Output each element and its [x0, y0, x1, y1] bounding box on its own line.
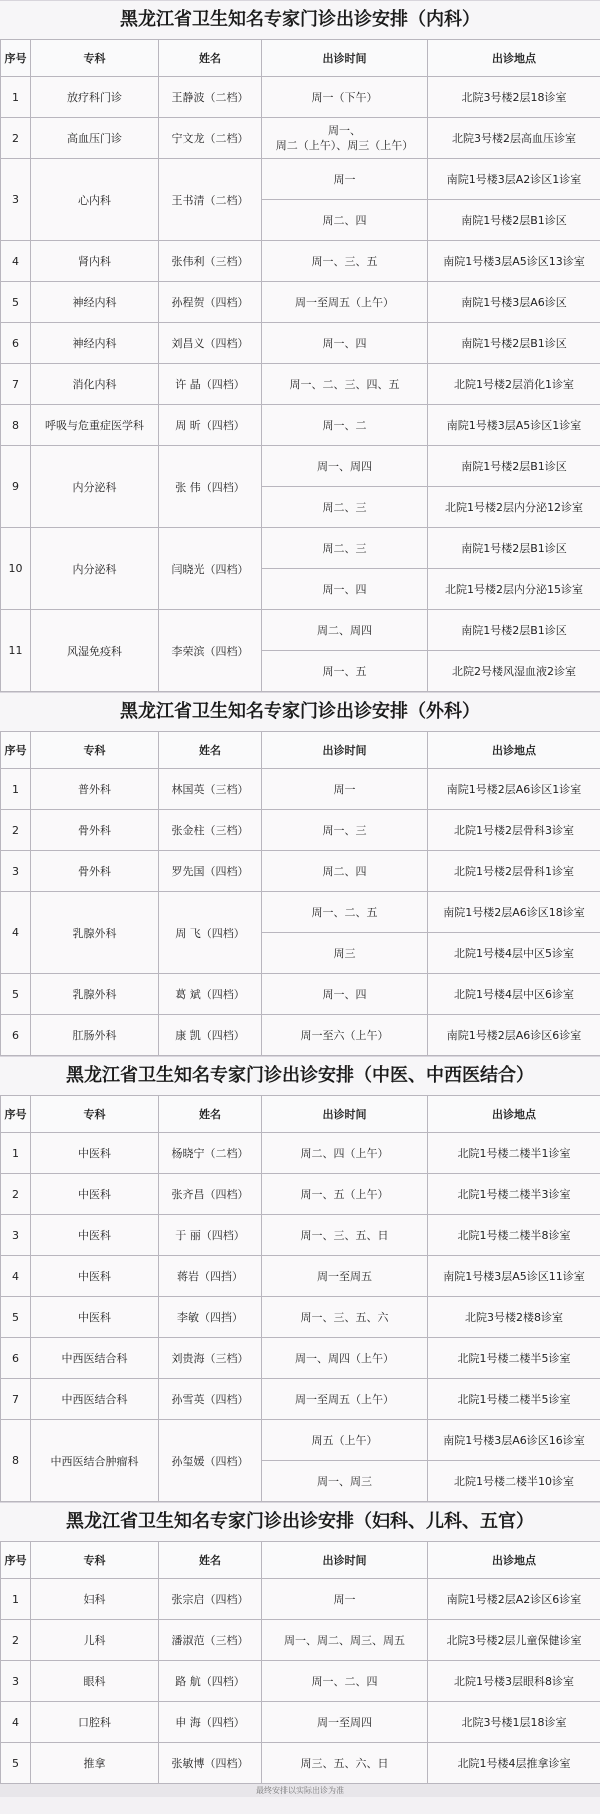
clinic-location-cell: 南院1号楼2层B1诊区	[428, 200, 600, 241]
doctor-name-cell: 周 昕（四档）	[159, 405, 262, 446]
clinic-time-cell: 周一至六（上午）	[262, 1015, 428, 1056]
column-header: 专科	[31, 1542, 159, 1579]
clinic-location-cell: 北院1号楼二楼半5诊室	[428, 1338, 600, 1379]
row-number: 5	[1, 974, 31, 1015]
clinic-time-cell: 周一、 周二（上午）、周三（上午）	[262, 118, 428, 159]
doctor-name-cell: 于 丽（四档）	[159, 1215, 262, 1256]
doctor-name-cell: 孙雪英（四档）	[159, 1379, 262, 1420]
doctor-name-cell: 闫晓光（四档）	[159, 528, 262, 610]
clinic-location-cell: 南院1号楼3层A6诊区	[428, 282, 600, 323]
header-row	[1, 732, 600, 769]
clinic-time-cell: 周一、二、三、四、五	[262, 364, 428, 405]
row-number: 4	[1, 1702, 31, 1743]
column-header: 出诊时间	[262, 1096, 428, 1133]
column-header: 专科	[31, 1096, 159, 1133]
department-cell: 心内科	[31, 159, 159, 241]
table-row	[1, 610, 600, 651]
schedule-table	[0, 1095, 600, 1502]
clinic-time-cell: 周一、四	[262, 569, 428, 610]
section-title: 黑龙江省卫生知名专家门诊出诊安排（外科）	[0, 692, 600, 731]
table-row	[1, 1215, 600, 1256]
clinic-time-cell: 周一、周三	[262, 1461, 428, 1502]
department-cell: 放疗科门诊	[31, 77, 159, 118]
clinic-location-cell: 北院3号楼2楼8诊室	[428, 1297, 600, 1338]
row-number: 6	[1, 1338, 31, 1379]
table-row	[1, 241, 600, 282]
clinic-location-cell: 北院3号楼2层高血压诊室	[428, 118, 600, 159]
doctor-name-cell: 蒋岩（四挡）	[159, 1256, 262, 1297]
row-number: 1	[1, 77, 31, 118]
clinic-time-cell: 周二、四	[262, 851, 428, 892]
clinic-time-cell: 周一、二	[262, 405, 428, 446]
row-number: 2	[1, 1620, 31, 1661]
clinic-time-cell: 周一	[262, 769, 428, 810]
clinic-location-cell: 北院1号楼2层消化1诊室	[428, 364, 600, 405]
table-row	[1, 1743, 600, 1784]
department-cell: 中西医结合肿瘤科	[31, 1420, 159, 1502]
clinic-time-cell: 周二、四（上午）	[262, 1133, 428, 1174]
table-row	[1, 323, 600, 364]
column-header: 出诊时间	[262, 1542, 428, 1579]
clinic-time-cell: 周一、二、四	[262, 1661, 428, 1702]
header-row	[1, 1096, 600, 1133]
row-number: 2	[1, 810, 31, 851]
clinic-time-cell: 周二、四	[262, 200, 428, 241]
clinic-location-cell: 南院1号楼3层A5诊区11诊室	[428, 1256, 600, 1297]
row-number: 7	[1, 364, 31, 405]
department-cell: 中医科	[31, 1215, 159, 1256]
department-cell: 中西医结合科	[31, 1379, 159, 1420]
clinic-location-cell: 北院1号楼2层骨科3诊室	[428, 810, 600, 851]
clinic-location-cell: 北院1号楼二楼半5诊室	[428, 1379, 600, 1420]
clinic-time-cell: 周一至周四	[262, 1702, 428, 1743]
department-cell: 内分泌科	[31, 446, 159, 528]
table-row	[1, 1420, 600, 1461]
clinic-location-cell: 南院1号楼2层B1诊区	[428, 610, 600, 651]
department-cell: 高血压门诊	[31, 118, 159, 159]
doctor-name-cell: 申 海（四档）	[159, 1702, 262, 1743]
row-number: 10	[1, 528, 31, 610]
header-row	[1, 1542, 600, 1579]
table-row	[1, 446, 600, 487]
clinic-location-cell: 南院1号楼2层A6诊区6诊室	[428, 1015, 600, 1056]
doctor-name-cell: 孙玺媛（四档）	[159, 1420, 262, 1502]
doctor-name-cell: 周 飞（四档）	[159, 892, 262, 974]
table-row	[1, 1661, 600, 1702]
table-row	[1, 405, 600, 446]
clinic-location-cell: 南院1号楼3层A2诊区1诊室	[428, 159, 600, 200]
clinic-time-cell: 周一、周四	[262, 446, 428, 487]
header-row	[1, 40, 600, 77]
column-header: 出诊时间	[262, 40, 428, 77]
clinic-time-cell: 周一、三、五	[262, 241, 428, 282]
department-cell: 妇科	[31, 1579, 159, 1620]
department-cell: 推拿	[31, 1743, 159, 1784]
row-number: 7	[1, 1379, 31, 1420]
clinic-location-cell: 南院1号楼2层A6诊区1诊室	[428, 769, 600, 810]
schedule-section	[0, 692, 600, 1056]
table-row	[1, 851, 600, 892]
row-number: 5	[1, 282, 31, 323]
clinic-time-cell: 周二、周四	[262, 610, 428, 651]
department-cell: 中医科	[31, 1133, 159, 1174]
department-cell: 中医科	[31, 1256, 159, 1297]
clinic-location-cell: 北院1号楼二楼半3诊室	[428, 1174, 600, 1215]
section-title: 黑龙江省卫生知名专家门诊出诊安排（内科）	[0, 0, 600, 39]
department-cell: 中西医结合科	[31, 1338, 159, 1379]
doctor-name-cell: 李敏（四挡）	[159, 1297, 262, 1338]
clinic-time-cell: 周一、三、五、日	[262, 1215, 428, 1256]
clinic-location-cell: 南院1号楼2层A2诊区6诊室	[428, 1579, 600, 1620]
column-header: 出诊地点	[428, 732, 600, 769]
department-cell: 内分泌科	[31, 528, 159, 610]
table-row	[1, 892, 600, 933]
clinic-time-cell: 周一、三、五、六	[262, 1297, 428, 1338]
department-cell: 乳腺外科	[31, 892, 159, 974]
doctor-name-cell: 刘贵海（三档）	[159, 1338, 262, 1379]
clinic-time-cell: 周一、周四（上午）	[262, 1338, 428, 1379]
department-cell: 中医科	[31, 1297, 159, 1338]
doctor-name-cell: 宁文龙（二档）	[159, 118, 262, 159]
clinic-time-cell: 周三、五、六、日	[262, 1743, 428, 1784]
doctor-name-cell: 刘昌义（四档）	[159, 323, 262, 364]
table-row	[1, 1620, 600, 1661]
department-cell: 消化内科	[31, 364, 159, 405]
row-number: 6	[1, 323, 31, 364]
column-header: 姓名	[159, 1096, 262, 1133]
column-header: 出诊时间	[262, 732, 428, 769]
column-header: 姓名	[159, 732, 262, 769]
row-number: 11	[1, 610, 31, 692]
column-header: 出诊地点	[428, 1542, 600, 1579]
schedule-section	[0, 1502, 600, 1784]
clinic-time-cell: 周一至周五（上午）	[262, 282, 428, 323]
section-title: 黑龙江省卫生知名专家门诊出诊安排（妇科、儿科、五官）	[0, 1502, 600, 1541]
row-number: 1	[1, 1133, 31, 1174]
doctor-name-cell: 孙程贺（四档）	[159, 282, 262, 323]
clinic-time-cell: 周一、三	[262, 810, 428, 851]
clinic-time-cell: 周二、三	[262, 487, 428, 528]
column-header: 序号	[1, 1096, 31, 1133]
clinic-location-cell: 南院1号楼3层A6诊区16诊室	[428, 1420, 600, 1461]
clinic-time-cell: 周一	[262, 1579, 428, 1620]
clinic-time-cell: 周一至周五（上午）	[262, 1379, 428, 1420]
row-number: 4	[1, 892, 31, 974]
doctor-name-cell: 罗先国（四档）	[159, 851, 262, 892]
row-number: 6	[1, 1015, 31, 1056]
table-row	[1, 769, 600, 810]
clinic-location-cell: 南院1号楼2层B1诊区	[428, 528, 600, 569]
clinic-time-cell: 周三	[262, 933, 428, 974]
table-row	[1, 159, 600, 200]
table-row	[1, 1338, 600, 1379]
footer-note: 最终安排以实际出诊为准	[0, 1784, 600, 1797]
table-row	[1, 364, 600, 405]
doctor-name-cell: 张 伟（四档）	[159, 446, 262, 528]
clinic-location-cell: 北院3号楼1层18诊室	[428, 1702, 600, 1743]
clinic-time-cell: 周一、四	[262, 974, 428, 1015]
clinic-location-cell: 北院2号楼风湿血液2诊室	[428, 651, 600, 692]
doctor-name-cell: 王书清（二档）	[159, 159, 262, 241]
column-header: 专科	[31, 40, 159, 77]
department-cell: 骨外科	[31, 810, 159, 851]
doctor-name-cell: 李荣滨（四档）	[159, 610, 262, 692]
clinic-location-cell: 北院1号楼二楼半1诊室	[428, 1133, 600, 1174]
doctor-name-cell: 张敏博（四档）	[159, 1743, 262, 1784]
column-header: 序号	[1, 40, 31, 77]
column-header: 专科	[31, 732, 159, 769]
column-header: 出诊地点	[428, 40, 600, 77]
table-row	[1, 1256, 600, 1297]
doctor-name-cell: 许 晶（四档）	[159, 364, 262, 405]
department-cell: 中医科	[31, 1174, 159, 1215]
doctor-name-cell: 康 凯（四档）	[159, 1015, 262, 1056]
section-title: 黑龙江省卫生知名专家门诊出诊安排（中医、中西医结合）	[0, 1056, 600, 1095]
clinic-location-cell: 南院1号楼2层B1诊区	[428, 323, 600, 364]
table-row	[1, 810, 600, 851]
table-row	[1, 1702, 600, 1743]
clinic-location-cell: 南院1号楼2层B1诊区	[428, 446, 600, 487]
table-row	[1, 77, 600, 118]
doctor-name-cell: 张齐昌（四档）	[159, 1174, 262, 1215]
clinic-location-cell: 北院1号楼4层推拿诊室	[428, 1743, 600, 1784]
clinic-time-cell: 周一、四	[262, 323, 428, 364]
department-cell: 呼吸与危重症医学科	[31, 405, 159, 446]
clinic-location-cell: 南院1号楼3层A5诊区13诊室	[428, 241, 600, 282]
doctor-name-cell: 王静波（二档）	[159, 77, 262, 118]
row-number: 5	[1, 1297, 31, 1338]
row-number: 1	[1, 1579, 31, 1620]
schedule-table	[0, 39, 600, 692]
department-cell: 骨外科	[31, 851, 159, 892]
department-cell: 普外科	[31, 769, 159, 810]
clinic-time-cell: 周一、五（上午）	[262, 1174, 428, 1215]
doctor-name-cell: 路 航（四档）	[159, 1661, 262, 1702]
table-row	[1, 1015, 600, 1056]
doctor-name-cell: 葛 斌（四档）	[159, 974, 262, 1015]
table-row	[1, 118, 600, 159]
table-row	[1, 528, 600, 569]
table-row	[1, 1174, 600, 1215]
department-cell: 儿科	[31, 1620, 159, 1661]
clinic-location-cell: 北院1号楼4层中区5诊室	[428, 933, 600, 974]
clinic-location-cell: 北院1号楼2层内分泌15诊室	[428, 569, 600, 610]
clinic-location-cell: 南院1号楼3层A5诊区1诊室	[428, 405, 600, 446]
table-row	[1, 282, 600, 323]
clinic-location-cell: 北院1号楼3层眼科8诊室	[428, 1661, 600, 1702]
clinic-time-cell: 周二、三	[262, 528, 428, 569]
clinic-time-cell: 周一、周二、周三、周五	[262, 1620, 428, 1661]
schedule-section	[0, 0, 600, 692]
table-row	[1, 1579, 600, 1620]
clinic-location-cell: 北院3号楼2层儿童保健诊室	[428, 1620, 600, 1661]
row-number: 3	[1, 159, 31, 241]
clinic-time-cell: 周一	[262, 159, 428, 200]
row-number: 3	[1, 1661, 31, 1702]
department-cell: 肛肠外科	[31, 1015, 159, 1056]
row-number: 9	[1, 446, 31, 528]
column-header: 序号	[1, 1542, 31, 1579]
row-number: 2	[1, 1174, 31, 1215]
clinic-location-cell: 北院1号楼2层骨科1诊室	[428, 851, 600, 892]
doctor-name-cell: 杨晓宁（二档）	[159, 1133, 262, 1174]
clinic-location-cell: 北院1号楼二楼半10诊室	[428, 1461, 600, 1502]
schedule-table	[0, 731, 600, 1056]
row-number: 3	[1, 1215, 31, 1256]
doctor-name-cell: 潘淑范（三档）	[159, 1620, 262, 1661]
row-number: 8	[1, 1420, 31, 1502]
row-number: 4	[1, 1256, 31, 1297]
clinic-time-cell: 周一、二、五	[262, 892, 428, 933]
column-header: 姓名	[159, 40, 262, 77]
department-cell: 风湿免疫科	[31, 610, 159, 692]
clinic-location-cell: 南院1号楼2层A6诊区18诊室	[428, 892, 600, 933]
row-number: 4	[1, 241, 31, 282]
doctor-name-cell: 林国英（三档）	[159, 769, 262, 810]
row-number: 2	[1, 118, 31, 159]
department-cell: 眼科	[31, 1661, 159, 1702]
department-cell: 乳腺外科	[31, 974, 159, 1015]
schedule-section	[0, 1056, 600, 1502]
department-cell: 神经内科	[31, 282, 159, 323]
clinic-location-cell: 北院3号楼2层18诊室	[428, 77, 600, 118]
department-cell: 肾内科	[31, 241, 159, 282]
column-header: 姓名	[159, 1542, 262, 1579]
clinic-location-cell: 北院1号楼4层中区6诊室	[428, 974, 600, 1015]
row-number: 1	[1, 769, 31, 810]
column-header: 出诊地点	[428, 1096, 600, 1133]
clinic-time-cell: 周五（上午）	[262, 1420, 428, 1461]
table-row	[1, 1379, 600, 1420]
row-number: 5	[1, 1743, 31, 1784]
row-number: 3	[1, 851, 31, 892]
table-row	[1, 1297, 600, 1338]
clinic-time-cell: 周一至周五	[262, 1256, 428, 1297]
schedule-table	[0, 1541, 600, 1784]
clinic-time-cell: 周一、五	[262, 651, 428, 692]
table-row	[1, 974, 600, 1015]
clinic-time-cell: 周一（下午）	[262, 77, 428, 118]
doctor-name-cell: 张宗启（四档）	[159, 1579, 262, 1620]
department-cell: 神经内科	[31, 323, 159, 364]
department-cell: 口腔科	[31, 1702, 159, 1743]
doctor-name-cell: 张金柱（三档）	[159, 810, 262, 851]
column-header: 序号	[1, 732, 31, 769]
row-number: 8	[1, 405, 31, 446]
doctor-name-cell: 张伟利（三档）	[159, 241, 262, 282]
clinic-location-cell: 北院1号楼2层内分泌12诊室	[428, 487, 600, 528]
clinic-location-cell: 北院1号楼二楼半8诊室	[428, 1215, 600, 1256]
table-row	[1, 1133, 600, 1174]
